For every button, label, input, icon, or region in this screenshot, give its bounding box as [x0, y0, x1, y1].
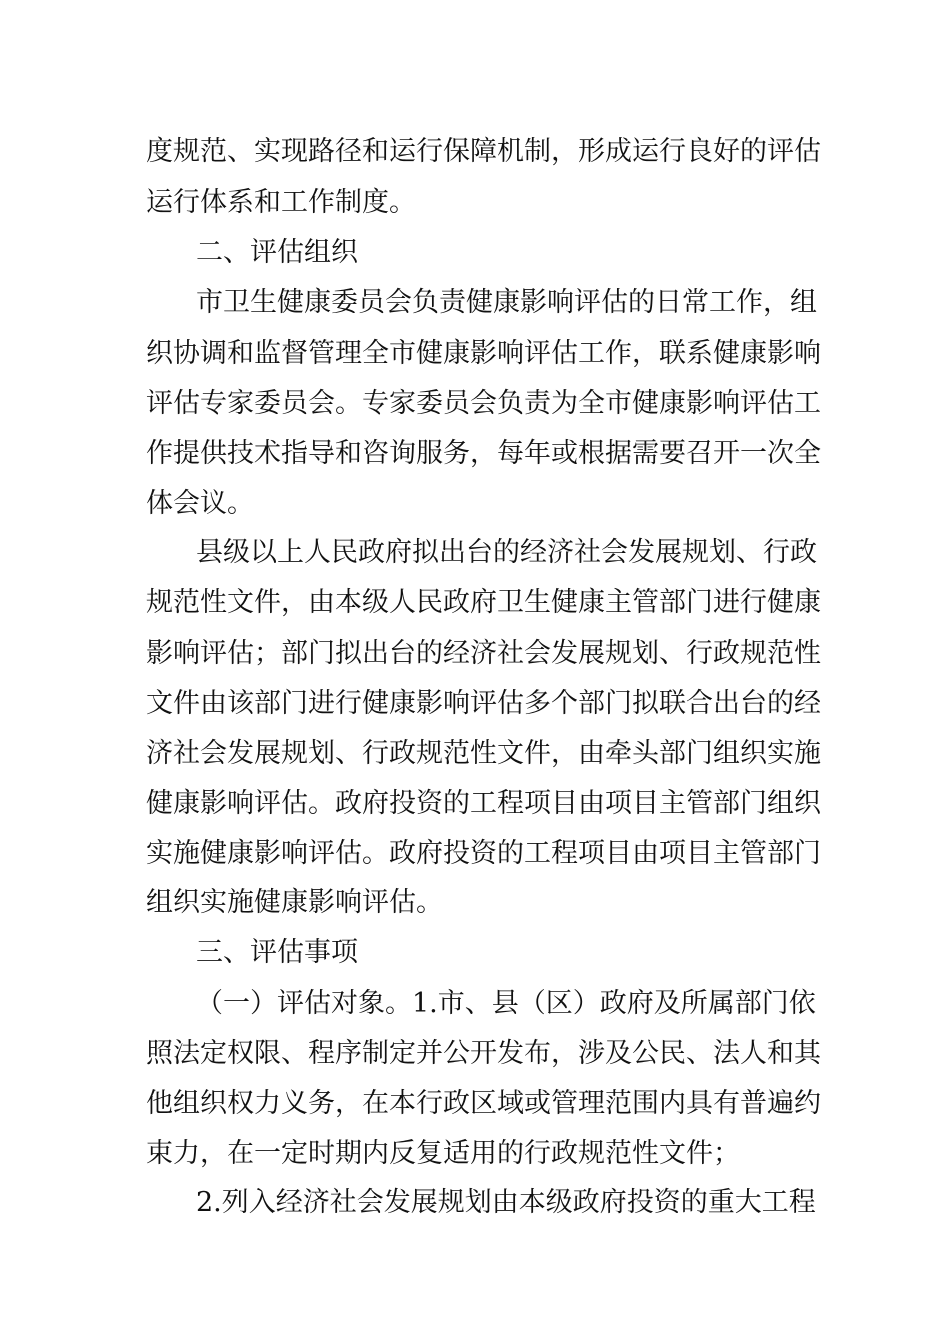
- text-line: 组织实施健康影响评估。: [146, 887, 443, 918]
- paragraph-first-line: （一）评估对象。1.市、县（区）政府及所属部门依: [196, 988, 816, 1019]
- text-line: 运行体系和工作制度。: [146, 187, 416, 218]
- text-line: 织协调和监督管理全市健康影响评估工作，联系健康影响: [146, 338, 821, 369]
- text-line: 规范性文件，由本级人民政府卫生健康主管部门进行健康: [146, 587, 821, 618]
- text-line: 他组织权力义务，在本行政区域或管理范围内具有普遍约: [146, 1088, 821, 1119]
- text-line: 文件由该部门进行健康影响评估多个部门拟联合出台的经: [146, 688, 821, 719]
- paragraph-first-line: 市卫生健康委员会负责健康影响评估的日常工作，组: [196, 287, 817, 318]
- text-line: 影响评估；部门拟出台的经济社会发展规划、行政规范性: [146, 638, 821, 669]
- text-line: 济社会发展规划、行政规范性文件，由牵头部门组织实施: [146, 738, 821, 769]
- text-line: 束力，在一定时期内反复适用的行政规范性文件；: [146, 1138, 740, 1169]
- text-line: 实施健康影响评估。政府投资的工程项目由项目主管部门: [146, 838, 821, 869]
- text-line: 作提供技术指导和咨询服务，每年或根据需要召开一次全: [146, 438, 821, 469]
- paragraph-first-line: 县级以上人民政府拟出台的经济社会发展规划、行政: [196, 537, 817, 568]
- text-line: 体会议。: [146, 488, 254, 519]
- text-line: 照法定权限、程序制定并公开发布，涉及公民、法人和其: [146, 1038, 821, 1069]
- text-line: 度规范、实现路径和运行保障机制，形成运行良好的评估: [146, 136, 821, 167]
- section-heading: 二、评估组织: [196, 237, 358, 268]
- text-line: 健康影响评估。政府投资的工程项目由项目主管部门组织: [146, 788, 821, 819]
- section-heading: 三、评估事项: [196, 937, 358, 968]
- text-line: 评估专家委员会。专家委员会负责为全市健康影响评估工: [146, 388, 821, 419]
- paragraph-first-line: 2.列入经济社会发展规划由本级政府投资的重大工程: [196, 1187, 816, 1218]
